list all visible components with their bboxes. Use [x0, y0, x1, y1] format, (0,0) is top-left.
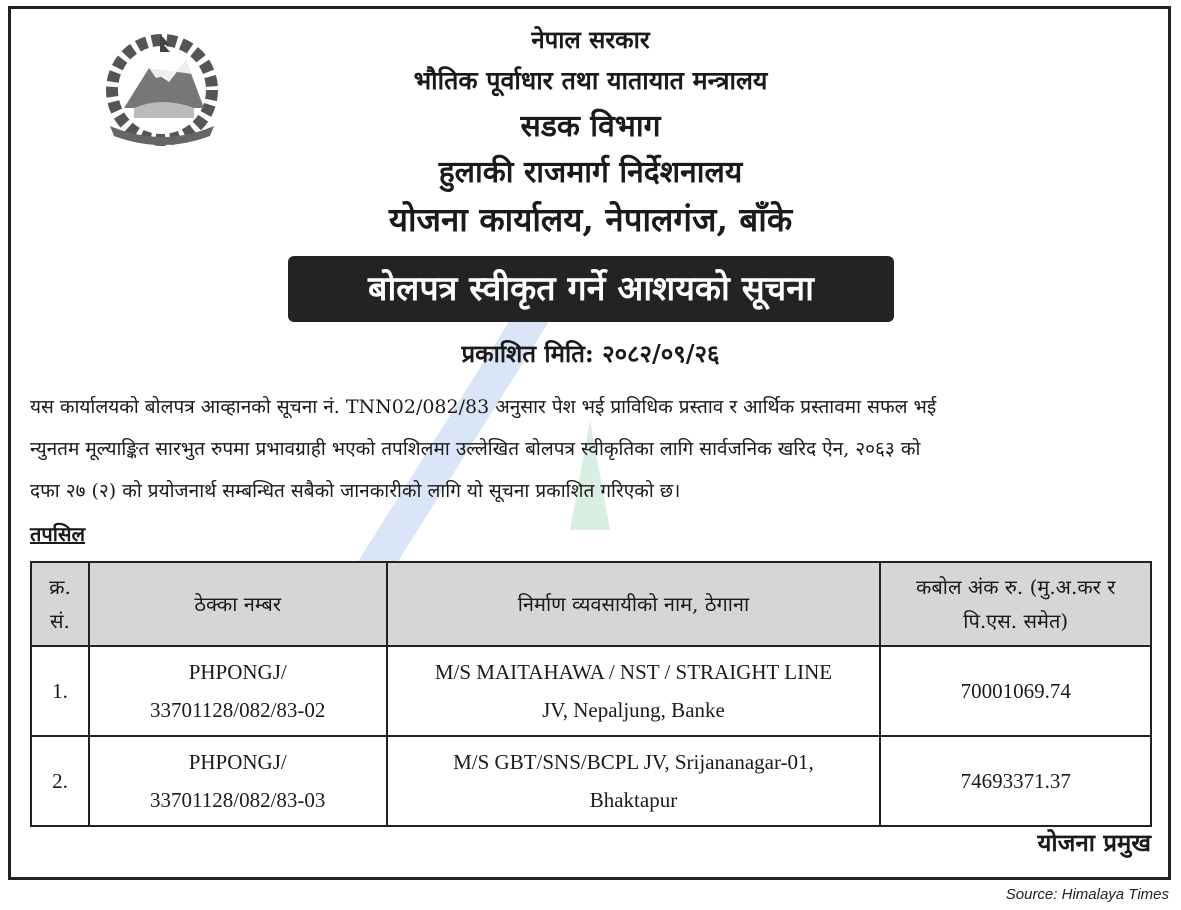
published-date: प्रकाशित मिति: २०८२/०९/२६: [461, 339, 720, 368]
contract-no-line: 33701128/082/83-02: [150, 698, 326, 722]
header-bid-amount: कबोल अंक रु. (मु.अ.कर र पि.एस. समेत): [880, 562, 1151, 646]
letterhead: [0, 22, 1181, 244]
table-row: [31, 736, 1151, 826]
department-name: सडक विभाग: [520, 109, 661, 144]
contractor-line: JV, Nepaljung, Banke: [542, 698, 725, 722]
cell-contractor: [387, 736, 881, 826]
contractor-line: Bhaktapur: [589, 788, 678, 812]
awarded-bids-table: [30, 561, 1152, 827]
cell-amount: 70001069.74: [880, 646, 1151, 736]
contract-no-line: PHPONGJ/: [188, 660, 287, 684]
body-line: दफा २७ (२) को प्रयोजनार्थ सम्बन्धित सबैको जानकारीको लागि यो सूचना प्रकाशित गरिएको छ।: [30, 480, 681, 502]
notice-body: [30, 386, 1155, 512]
ministry-name: भौतिक पूर्वाधार तथा यातायात मन्त्रालय: [413, 66, 768, 95]
cell-amount: 74693371.37: [880, 736, 1151, 826]
header-contractor: निर्माण व्यवसायीको नाम, ठेगाना: [387, 562, 881, 646]
notice-title: बोलपत्र स्वीकृत गर्ने आशयको सूचना: [288, 256, 894, 322]
cell-contract-no: [89, 736, 387, 826]
details-label: तपसिल: [30, 522, 86, 546]
contractor-line: M/S GBT/SNS/BCPL JV, Srijananagar-01,: [453, 750, 814, 774]
signatory: योजना प्रमुख: [1037, 828, 1151, 857]
body-line: न्युनतम मूल्याङ्कित सारभुत रुपमा प्रभावग्राही भएको तपशिलमा उल्लेखित बोलपत्र स्वीकृतिका लागि सार्वजनिक खरिद ऐन, २०६३ को: [30, 438, 921, 460]
header-contract-no: ठेक्का नम्बर: [89, 562, 387, 646]
contractor-line: M/S MAITAHAWA / NST / STRAIGHT LINE: [434, 660, 833, 684]
table-row: [31, 646, 1151, 736]
cell-serial: 1.: [31, 646, 89, 736]
cell-contractor: [387, 646, 881, 736]
table-header-row: [31, 562, 1151, 646]
office-name: योजना कार्यालय, नेपालगंज, बाँके: [388, 200, 793, 239]
directorate-name: हुलाकी राजमार्ग निर्देशनालय: [438, 155, 743, 190]
body-line: यस कार्यालयको बोलपत्र आव्हानको सूचना नं. TNN02/082/83 अनुसार पेश भई प्राविधिक प्रस्ताव र आर्थिक प्रस्तावमा सफल भई: [30, 396, 937, 418]
source-credit: Source: Himalaya Times: [1005, 886, 1169, 903]
government-name: नेपाल सरकार: [531, 25, 650, 54]
cell-serial: 2.: [31, 736, 89, 826]
contract-no-line: PHPONGJ/: [188, 750, 287, 774]
contract-no-line: 33701128/082/83-03: [150, 788, 326, 812]
cell-contract-no: [89, 646, 387, 736]
header-serial: क्र. सं.: [31, 562, 89, 646]
